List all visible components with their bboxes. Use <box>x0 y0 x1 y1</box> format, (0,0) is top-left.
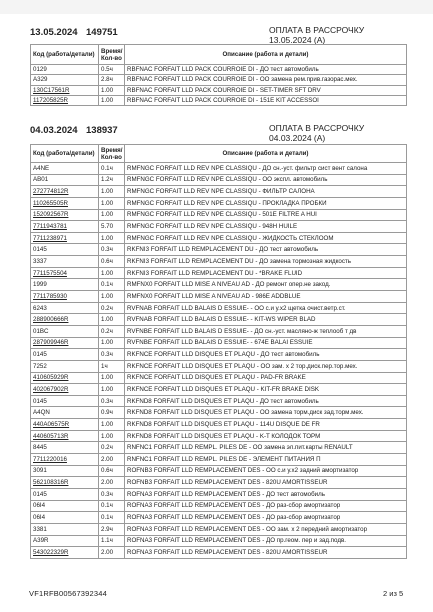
description-cell: RKFND8 FORFAIT LLD DISQUES ET PLAQU - 114U DISQUE DE FR <box>125 419 407 431</box>
description-cell: RKFNCE FORFAIT LLD DISQUES ET PLAQU - ОО зам. x 2 тор.диск.пер.тор.мех. <box>125 360 407 372</box>
quantity-cell: 2.9ч <box>99 523 125 535</box>
description-cell: ROFNA3 FORFAIT LLD REMPLACEMENT DES - 820U AMORTISSEUR <box>125 547 407 559</box>
operation-code: 6243 <box>31 302 99 314</box>
quantity-cell: 1.00 <box>99 267 125 279</box>
quantity-cell: 1.00 <box>99 372 125 384</box>
description-cell: ROFNA3 FORFAIT LLD REMPLACEMENT DES - ДО пр.геом. пер и зад.подв. <box>125 535 407 547</box>
part-code-link[interactable]: 402067902R <box>31 384 99 396</box>
operation-code: 06I4 <box>31 512 99 524</box>
quantity-cell: 0.9ч <box>99 407 125 419</box>
table-row <box>31 302 407 314</box>
part-code-link[interactable]: 7711943781 <box>31 221 99 233</box>
quantity-cell: 0.2ч <box>99 442 125 454</box>
description-cell: RBFNAC FORFAIT LLD PACK COURROIE DI - SET-TIMER SFT DRV <box>125 85 407 95</box>
quantity-cell: 1.00 <box>99 197 125 209</box>
operation-code: 3091 <box>31 465 99 477</box>
table-row <box>31 442 407 454</box>
table-row <box>31 454 407 466</box>
description-cell: RMFNGC FORFAIT LLD REV NPE CLASSIQU - ПРОКЛАДКА ПРОБКИ <box>125 197 407 209</box>
part-code-link[interactable]: 110265505R <box>31 197 99 209</box>
part-code-link[interactable]: 440A06575R <box>31 419 99 431</box>
operation-code: 01BC <box>31 325 99 337</box>
description-cell: ROFNA3 FORFAIT LLD REMPLACEMENT DES - ДО раз-сбор амортизатор <box>125 500 407 512</box>
header-desc: Описание (работа и детали) <box>125 45 407 65</box>
quantity-cell: 1.00 <box>99 95 125 105</box>
quantity-cell: 1.00 <box>99 384 125 396</box>
quantity-cell: 0.6ч <box>99 256 125 268</box>
table-row <box>31 500 407 512</box>
operation-code: A329 <box>31 75 99 85</box>
description-cell: RKFNCE FORFAIT LLD DISQUES ET PLAQU - KIT-FR BRAKE DISK <box>125 384 407 396</box>
order-number: 138937 <box>86 125 118 136</box>
part-code-link[interactable]: 287909946R <box>31 337 99 349</box>
quantity-cell: 0.1ч <box>99 279 125 291</box>
description-cell: RMFNX0 FORFAIT LLD MISE A NIVEAU AD - 986E ADDBLUE <box>125 291 407 303</box>
description-cell: RVFNBE FORFAIT LLD BALAIS D ESSUIE- - ДО сн.-уст. масляно-ж теплооб т дв <box>125 325 407 337</box>
header-code: Код (работа/детали) <box>31 45 99 65</box>
description-cell: RNFNC1 FORFAIT LLD REMPL. PILES DE - ОО замена эл.пит.карты RENAULT <box>125 442 407 454</box>
description-cell: RMFNGC FORFAIT LLD REV NPE CLASSIQU - ДО сн.-уст. фильтр сист вент салона <box>125 163 407 175</box>
quantity-cell: 2.8ч <box>99 75 125 85</box>
quantity-cell: 0.1ч <box>99 512 125 524</box>
description-cell: RNFNC1 FORFAIT LLD REMPL. PILES DE - ЭЛЕМЕНТ ПИТАНИЯ П <box>125 454 407 466</box>
operation-code: 3337 <box>31 256 99 268</box>
operation-code: 0145 <box>31 488 99 500</box>
description-cell: RMFNGC FORFAIT LLD REV NPE CLASSIQU - 948H HUILE <box>125 221 407 233</box>
table-row <box>31 291 407 303</box>
quantity-cell: 0.1ч <box>99 500 125 512</box>
quantity-cell: 2.00 <box>99 547 125 559</box>
description-cell: RMFNGC FORFAIT LLD REV NPE CLASSIQU - ФИЛЬТР САЛОНА <box>125 186 407 198</box>
part-code-link[interactable]: 7711575504 <box>31 267 99 279</box>
part-code-link[interactable]: 7711220016 <box>31 454 99 466</box>
quantity-cell: 1.00 <box>99 337 125 349</box>
quantity-cell: 0.2ч <box>99 325 125 337</box>
quantity-cell: 0.5ч <box>99 65 125 75</box>
quantity-cell: 0.1ч <box>99 163 125 175</box>
table-row <box>31 85 407 95</box>
table-row <box>31 267 407 279</box>
part-code-link[interactable]: 7711238971 <box>31 232 99 244</box>
header-qty: Время/ Кол-во <box>99 145 125 163</box>
table-row <box>31 174 407 186</box>
table-header-row <box>31 145 407 163</box>
description-cell: RBFNAC FORFAIT LLD PACK COURROIE DI - ДО тест автомобиль <box>125 65 407 75</box>
part-code-link[interactable]: 152092567R <box>31 209 99 221</box>
table-row <box>31 419 407 431</box>
table-row <box>31 186 407 198</box>
table-row <box>31 256 407 268</box>
operation-code: A4QN <box>31 407 99 419</box>
operation-code: AB01 <box>31 174 99 186</box>
table-row <box>31 488 407 500</box>
table-row <box>31 360 407 372</box>
description-cell: ROFNA3 FORFAIT LLD REMPLACEMENT DES - ДО тест автомобиль <box>125 488 407 500</box>
operation-code: A4NE <box>31 163 99 175</box>
header-desc: Описание (работа и детали) <box>125 145 407 163</box>
description-cell: RKFNCE FORFAIT LLD DISQUES ET PLAQU - ДО тест автомобиль <box>125 349 407 361</box>
table-row <box>31 465 407 477</box>
description-cell: RKFNI3 FORFAIT LLD REMPLACEMENT DU - ДО замена тормозная жидкость <box>125 256 407 268</box>
work-table <box>30 44 407 106</box>
table-row <box>31 65 407 75</box>
description-cell: RVFNBE FORFAIT LLD BALAIS D ESSUIE- - 674E BALAI ESSUIE <box>125 337 407 349</box>
table-row <box>31 372 407 384</box>
table-row <box>31 395 407 407</box>
operation-code: 06I4 <box>31 500 99 512</box>
quantity-cell: 1.00 <box>99 186 125 198</box>
table-row <box>31 95 407 105</box>
part-code-link[interactable]: 288900666R <box>31 314 99 326</box>
table-row <box>31 337 407 349</box>
quantity-cell: 1.00 <box>99 232 125 244</box>
quantity-cell: 1.00 <box>99 85 125 95</box>
description-cell: RKFND8 FORFAIT LLD DISQUES ET PLAQU - ОО замена торм.диск зад.торм.мех. <box>125 407 407 419</box>
description-cell: RKFNCE FORFAIT LLD DISQUES ET PLAQU - PAD-FR BRAKE <box>125 372 407 384</box>
table-row <box>31 547 407 559</box>
payment-date: 04.03.2024 (A) <box>269 133 326 143</box>
description-cell: RKFNI3 FORFAIT LLD REMPLACEMENT DU - ДО тест автомобиль <box>125 244 407 256</box>
vin-number: VF1RFB00567392344 <box>29 589 108 598</box>
description-cell: ROFNA3 FORFAIT LLD REMPLACEMENT DES - ДО раз-сбор амортизатор <box>125 512 407 524</box>
quantity-cell: 0.3ч <box>99 488 125 500</box>
quantity-cell: 0.6ч <box>99 465 125 477</box>
part-code-link[interactable]: 410605929R <box>31 372 99 384</box>
description-cell: RVFNAB FORFAIT LLD BALAIS D ESSUIE- - ОО с.и у.х2 щетка очист.ветр.ст. <box>125 302 407 314</box>
part-code-link[interactable]: 272774812R <box>31 186 99 198</box>
description-cell: RKFND8 FORFAIT LLD DISQUES ET PLAQU - ДО тест автомобиль <box>125 395 407 407</box>
operation-code: 0145 <box>31 349 99 361</box>
description-cell: ROFNB3 FORFAIT LLD REMPLACEMENT DES - 820U AMORTISSEUR <box>125 477 407 489</box>
quantity-cell: 2.00 <box>99 454 125 466</box>
order-date: 04.03.2024 <box>30 125 78 136</box>
description-cell: RBFNAC FORFAIT LLD PACK COURROIE DI - ОО замена рем.прив.газорас.мех. <box>125 75 407 85</box>
table-row <box>31 244 407 256</box>
quantity-cell: 1.1ч <box>99 535 125 547</box>
description-cell: ROFNB3 FORFAIT LLD REMPLACEMENT DES - ОО с.и у.х2 задний амортизатор <box>125 465 407 477</box>
table-row <box>31 197 407 209</box>
quantity-cell: 5.70 <box>99 221 125 233</box>
table-row <box>31 221 407 233</box>
table-row <box>31 477 407 489</box>
order-number: 149751 <box>86 27 118 38</box>
quantity-cell: 1ч <box>99 360 125 372</box>
table-row <box>31 279 407 291</box>
description-cell: RMFNGC FORFAIT LLD REV NPE CLASSIQU - ЖИДКОСТЬ СТЕКЛООМ <box>125 232 407 244</box>
table-row <box>31 314 407 326</box>
quantity-cell: 1.2ч <box>99 174 125 186</box>
table-row <box>31 209 407 221</box>
quantity-cell: 1.00 <box>99 430 125 442</box>
table-row <box>31 535 407 547</box>
top-band <box>0 0 433 14</box>
part-code-link[interactable]: 440605713R <box>31 430 99 442</box>
quantity-cell: 1.00 <box>99 314 125 326</box>
quantity-cell: 1.00 <box>99 291 125 303</box>
table-row <box>31 430 407 442</box>
description-cell: RMFNGC FORFAIT LLD REV NPE CLASSIQU - ОО экспл. автомобиль <box>125 174 407 186</box>
order-date: 13.05.2024 <box>30 27 78 38</box>
table-row <box>31 325 407 337</box>
operation-code: 8445 <box>31 442 99 454</box>
part-code-link[interactable]: 117205825R <box>31 95 99 105</box>
table-row <box>31 523 407 535</box>
description-cell: RKFNI3 FORFAIT LLD REMPLACEMENT DU - *BRAKE FLUID <box>125 267 407 279</box>
quantity-cell: 0.2ч <box>99 302 125 314</box>
table-row <box>31 163 407 175</box>
operation-code: 0129 <box>31 65 99 75</box>
operation-code: 1999 <box>31 279 99 291</box>
description-cell: RBFNAC FORFAIT LLD PACK COURROIE DI - 151E KIT ACCESSOI <box>125 95 407 105</box>
table-row <box>31 384 407 396</box>
table-row <box>31 512 407 524</box>
description-cell: RMFNX0 FORFAIT LLD MISE A NIVEAU AD - ДО ремонт опер.не закод. <box>125 279 407 291</box>
table-row <box>31 349 407 361</box>
header-code: Код (работа/детали) <box>31 145 99 163</box>
page-indicator: 2 из 5 <box>383 589 404 598</box>
description-cell: RVFNAB FORFAIT LLD BALAIS D ESSUIE- - KIT-WS WIPER BLAD <box>125 314 407 326</box>
part-code-link[interactable]: 130C17561R <box>31 85 99 95</box>
part-code-link[interactable]: 543022329R <box>31 547 99 559</box>
payment-block <box>269 123 364 143</box>
description-cell: RMFNGC FORFAIT LLD REV NPE CLASSIQU - 501E FILTRE A HUI <box>125 209 407 221</box>
quantity-cell: 1.00 <box>99 209 125 221</box>
quantity-cell: 0.3ч <box>99 244 125 256</box>
quantity-cell: 2.00 <box>99 477 125 489</box>
operation-code: 7252 <box>31 360 99 372</box>
quantity-cell: 0.3ч <box>99 395 125 407</box>
part-code-link[interactable]: 562108316R <box>31 477 99 489</box>
operation-code: A39R <box>31 535 99 547</box>
operation-code: 0145 <box>31 244 99 256</box>
payment-type: ОПЛАТА В РАССРОЧКУ <box>269 123 365 133</box>
quantity-cell: 0.3ч <box>99 349 125 361</box>
table-row <box>31 75 407 85</box>
payment-block <box>269 25 364 45</box>
header-qty: Время/ Кол-во <box>99 45 125 65</box>
part-code-link[interactable]: 7711785930 <box>31 291 99 303</box>
description-cell: RKFND8 FORFAIT LLD DISQUES ET PLAQU - K-T КОЛОДОК ТОРМ <box>125 430 407 442</box>
description-cell: ROFNA3 FORFAIT LLD REMPLACEMENT DES - ОО зам. x 2 передний амортизатор <box>125 523 407 535</box>
operation-code: 3381 <box>31 523 99 535</box>
table-row <box>31 407 407 419</box>
payment-type: ОПЛАТА В РАССРОЧКУ <box>269 25 365 35</box>
quantity-cell: 1.00 <box>99 419 125 431</box>
operation-code: 0145 <box>31 395 99 407</box>
work-table <box>30 144 407 559</box>
table-row <box>31 232 407 244</box>
table-header-row <box>31 45 407 65</box>
payment-date: 13.05.2024 (A) <box>269 35 326 45</box>
